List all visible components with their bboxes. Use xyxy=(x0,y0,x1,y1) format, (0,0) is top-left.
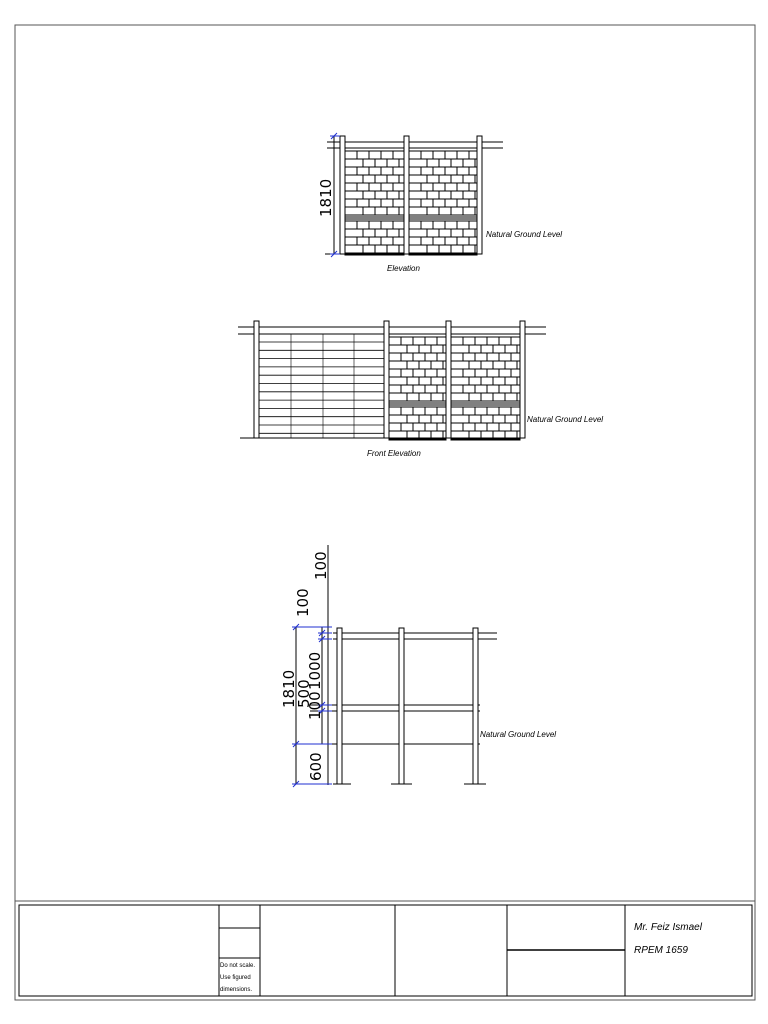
dim-1810-total: 1810 xyxy=(280,669,298,708)
elevation-view xyxy=(317,133,562,273)
title-note-line2: Use figured xyxy=(220,975,251,981)
front-elevation-ground-label: Natural Ground Level xyxy=(527,415,604,424)
front-brick-panels xyxy=(389,337,520,440)
title-note-line1: Do not scale. xyxy=(220,963,256,969)
author-id: RPEM 1659 xyxy=(634,945,688,956)
brick-panel xyxy=(409,221,477,255)
front-post xyxy=(446,321,451,438)
dim-100-top: 100 xyxy=(312,551,330,580)
elevation-post xyxy=(404,136,409,254)
elevation-post xyxy=(340,136,345,254)
dim-600-below: 600 xyxy=(307,752,325,781)
front-post xyxy=(254,321,259,438)
elevation-height-dim: 1810 xyxy=(317,178,335,217)
elevation-brick-panels xyxy=(345,151,477,255)
elevation-title: Elevation xyxy=(387,264,420,273)
frame-post xyxy=(473,628,478,784)
dim-500: 500 xyxy=(295,679,313,708)
dim-100-upper: 100 xyxy=(294,588,312,617)
frame-post xyxy=(337,628,342,784)
frame-detail-view xyxy=(280,545,556,787)
frame-post xyxy=(399,628,404,784)
front-post xyxy=(384,321,389,438)
board-infill-panel xyxy=(259,334,385,438)
elevation-ground-label: Natural Ground Level xyxy=(486,230,563,239)
frame-ground-label: Natural Ground Level xyxy=(480,730,557,739)
title-note-line3: dimensions. xyxy=(220,987,253,993)
author-name: Mr. Feiz Ismael xyxy=(634,922,702,933)
dim-1000: 1000 xyxy=(306,651,324,690)
front-elevation-view xyxy=(238,321,603,458)
dim-100-mid: 100 xyxy=(306,691,324,720)
front-post xyxy=(520,321,525,438)
front-elevation-title: Front Elevation xyxy=(367,449,421,458)
elevation-post xyxy=(477,136,482,254)
title-block xyxy=(15,901,755,1000)
